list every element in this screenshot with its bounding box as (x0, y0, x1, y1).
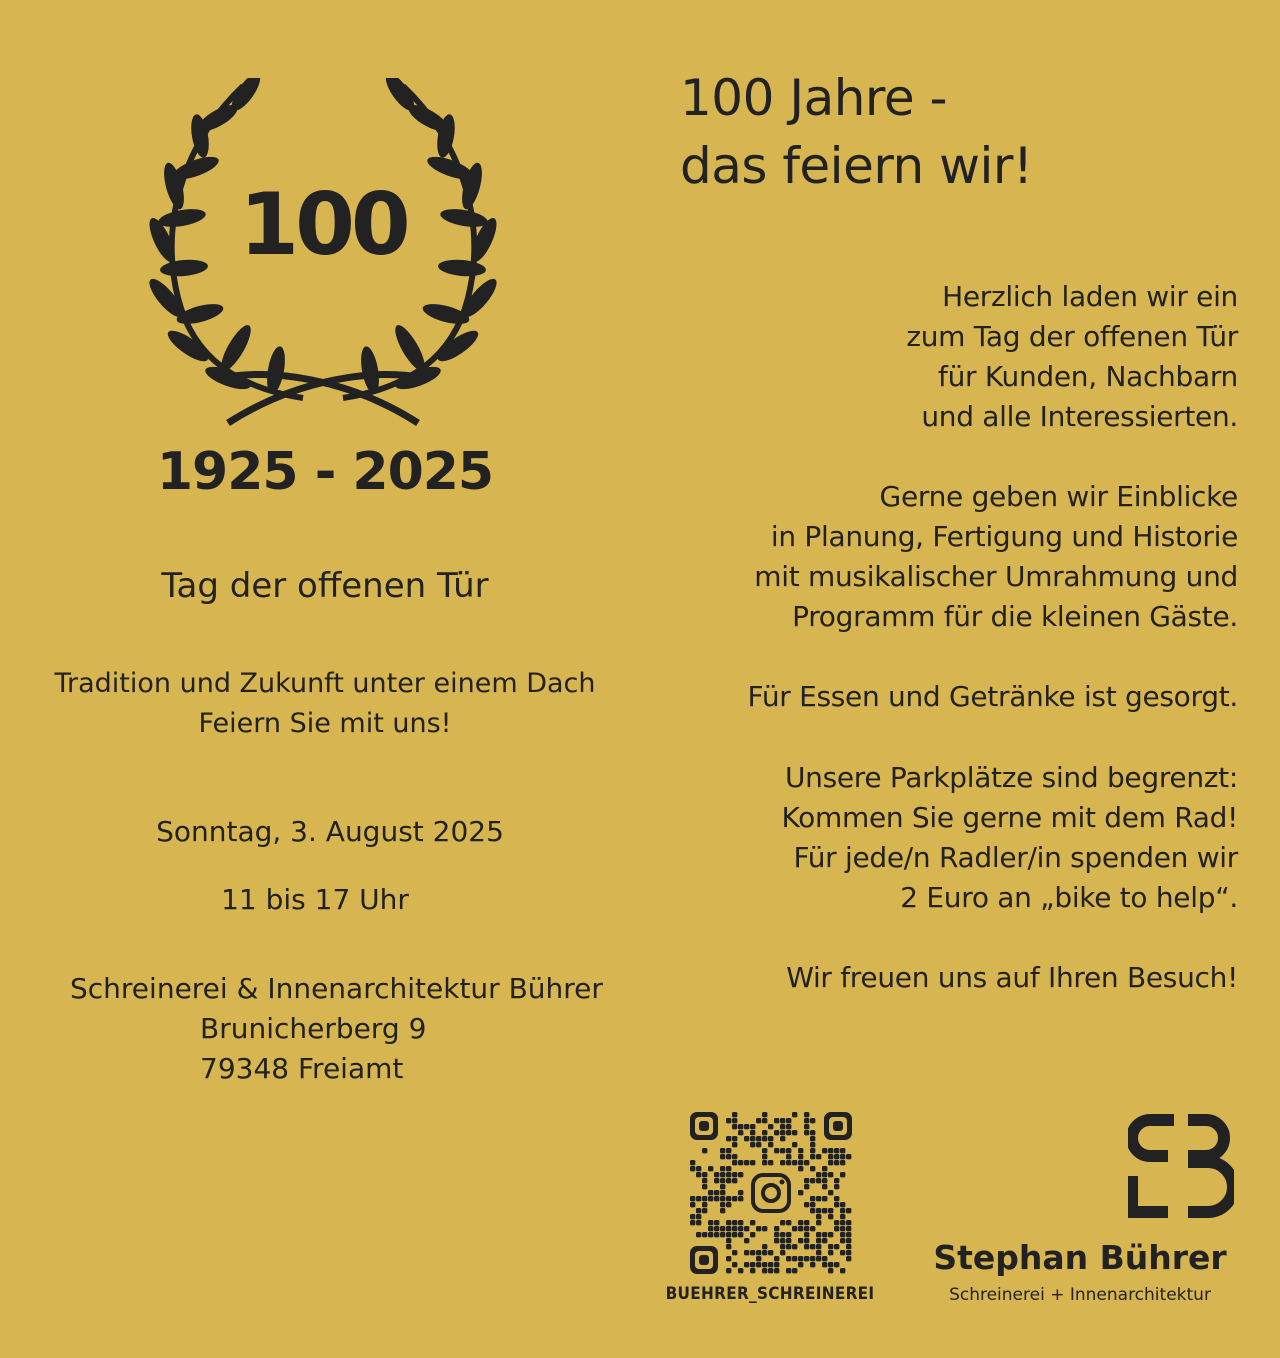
parking-line: Kommen Sie gerne mit dem Rad! (781, 801, 1238, 834)
food-line: Für Essen und Getränke ist gesorgt. (747, 680, 1238, 713)
parking-line: Unsere Parkplätze sind begrenzt: (784, 761, 1238, 794)
insight-line: Gerne geben wir Einblicke (879, 480, 1238, 513)
address-city: 79348 Freiamt (200, 1052, 404, 1085)
parking-line: Für jede/n Radler/in spenden wir (793, 841, 1238, 874)
insight-line: Programm für die kleinen Gäste. (792, 600, 1238, 633)
brand-subtitle: Schreinerei + Innenarchitektur (949, 1285, 1211, 1305)
sb-logo-icon (1128, 1114, 1234, 1218)
parking-paragraph (640, 758, 1238, 918)
qr-code[interactable] (690, 1112, 852, 1274)
food-paragraph (640, 677, 1238, 717)
event-heading: Tag der offenen Tür (161, 566, 489, 606)
anniversary-years: 1925 - 2025 (156, 442, 494, 502)
invite-line: und alle Interessierten. (921, 400, 1238, 433)
event-time: 11 bis 17 Uhr (221, 883, 409, 916)
qr-label: BUEHRER_SCHREINEREI (665, 1284, 875, 1304)
wreath-number: 100 (239, 175, 407, 275)
headline-line: das feiern wir! (680, 137, 1033, 195)
insight-line: in Planung, Fertigung und Historie (770, 520, 1238, 553)
qr-finder-top-left (690, 1112, 718, 1140)
invite-line: Herzlich laden wir ein (942, 280, 1238, 313)
qr-finder-top-right (824, 1112, 852, 1140)
headline (680, 64, 1240, 200)
insight-line: mit musikalischer Umrahmung und (754, 560, 1238, 593)
invite-line: zum Tag der offenen Tür (906, 320, 1238, 353)
invite-line: für Kunden, Nachbarn (938, 360, 1238, 393)
invite-paragraph (640, 277, 1238, 437)
closing-line: Wir freuen uns auf Ihren Besuch! (786, 961, 1238, 994)
tagline-line: Tradition und Zukunft unter einem Dach (54, 668, 596, 699)
address-street: Brunicherberg 9 (200, 1012, 427, 1045)
brand-name: Stephan Bührer (933, 1238, 1227, 1277)
qr-finder-bottom-left (690, 1246, 718, 1274)
tagline-line: Feiern Sie mit uns! (198, 708, 452, 739)
instagram-icon (746, 1168, 796, 1218)
parking-line: 2 Euro an „bike to help“. (900, 881, 1238, 914)
headline-line: 100 Jahre - (680, 69, 948, 127)
closing-paragraph (640, 958, 1238, 998)
event-date: Sonntag, 3. August 2025 (156, 815, 504, 848)
insight-paragraph (640, 477, 1238, 637)
address-company: Schreinerei & Innenarchitektur Bührer (70, 972, 603, 1005)
tagline (20, 664, 630, 744)
